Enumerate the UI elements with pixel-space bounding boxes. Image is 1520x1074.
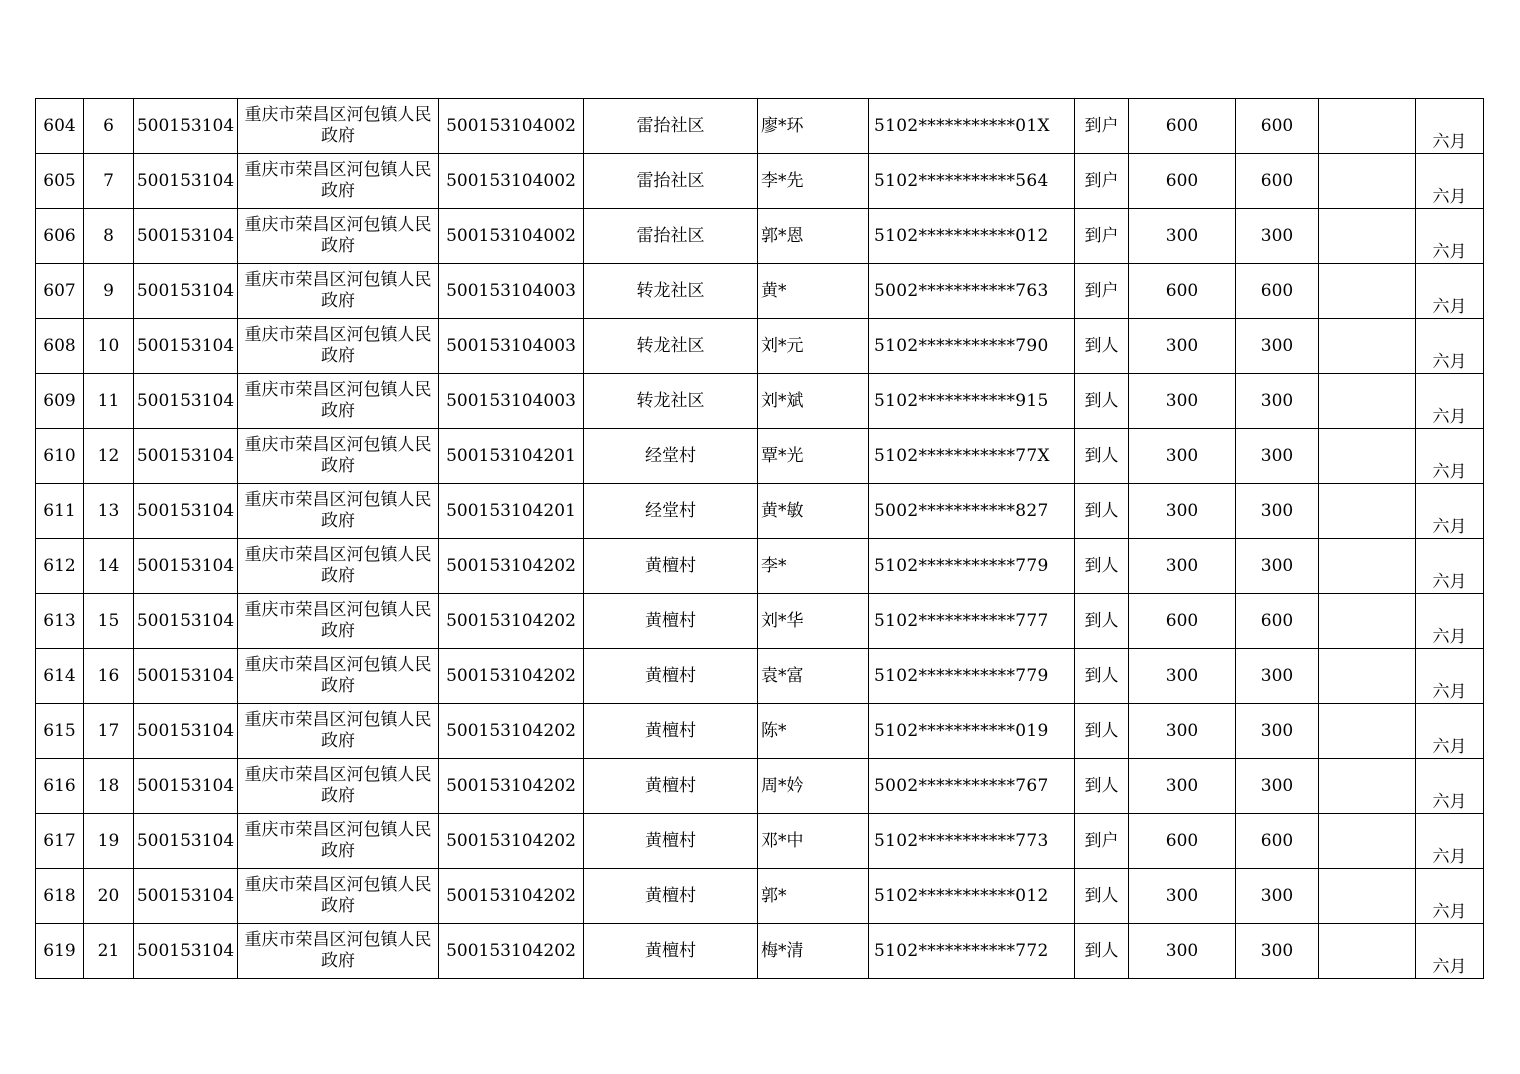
cell-target-type: 到户 — [1075, 154, 1129, 209]
cell-area-name: 雷抬社区 — [584, 209, 758, 264]
table-row — [36, 429, 1484, 484]
cell-org-code: 500153104 — [134, 264, 238, 319]
cell-amount: 300 — [1129, 649, 1236, 704]
cell-note — [1319, 869, 1416, 924]
cell-note — [1319, 924, 1416, 979]
cell-org-name: 重庆市荣昌区河包镇人民政府 — [238, 484, 439, 539]
cell-org-code: 500153104 — [134, 429, 238, 484]
cell-org-code: 500153104 — [134, 154, 238, 209]
table-row — [36, 99, 1484, 154]
cell-target-type: 到人 — [1075, 759, 1129, 814]
cell-month: 六月 — [1416, 539, 1484, 594]
cell-note — [1319, 484, 1416, 539]
cell-area-code: 500153104003 — [439, 319, 584, 374]
cell-area-name: 雷抬社区 — [584, 154, 758, 209]
cell-org-code: 500153104 — [134, 704, 238, 759]
cell-area-name: 经堂村 — [584, 484, 758, 539]
cell-org-code: 500153104 — [134, 759, 238, 814]
cell-amount: 600 — [1129, 264, 1236, 319]
cell-person-name: 黄*敏 — [758, 484, 869, 539]
cell-row-number: 615 — [36, 704, 84, 759]
cell-target-type: 到户 — [1075, 264, 1129, 319]
cell-amount: 300 — [1129, 869, 1236, 924]
cell-area-code: 500153104202 — [439, 704, 584, 759]
cell-org-name: 重庆市荣昌区河包镇人民政府 — [238, 814, 439, 869]
cell-row-number: 606 — [36, 209, 84, 264]
cell-org-name: 重庆市荣昌区河包镇人民政府 — [238, 209, 439, 264]
cell-amount-paid: 300 — [1236, 429, 1319, 484]
cell-month: 六月 — [1416, 429, 1484, 484]
cell-sequence: 17 — [84, 704, 134, 759]
cell-org-code: 500153104 — [134, 99, 238, 154]
cell-target-type: 到户 — [1075, 209, 1129, 264]
cell-month: 六月 — [1416, 594, 1484, 649]
cell-area-code: 500153104002 — [439, 154, 584, 209]
cell-org-name: 重庆市荣昌区河包镇人民政府 — [238, 759, 439, 814]
cell-area-name: 转龙社区 — [584, 374, 758, 429]
cell-area-name: 黄檀村 — [584, 924, 758, 979]
cell-id-number: 5102***********019 — [869, 704, 1075, 759]
cell-amount-paid: 300 — [1236, 539, 1319, 594]
cell-row-number: 618 — [36, 869, 84, 924]
cell-note — [1319, 154, 1416, 209]
table-row — [36, 209, 1484, 264]
cell-org-name: 重庆市荣昌区河包镇人民政府 — [238, 924, 439, 979]
cell-person-name: 邓*中 — [758, 814, 869, 869]
cell-area-code: 500153104202 — [439, 539, 584, 594]
cell-month: 六月 — [1416, 924, 1484, 979]
table-row — [36, 704, 1484, 759]
cell-area-code: 500153104202 — [439, 869, 584, 924]
cell-amount-paid: 300 — [1236, 704, 1319, 759]
cell-amount-paid: 300 — [1236, 649, 1319, 704]
cell-area-code: 500153104202 — [439, 649, 584, 704]
cell-area-code: 500153104003 — [439, 374, 584, 429]
cell-org-code: 500153104 — [134, 649, 238, 704]
cell-org-name: 重庆市荣昌区河包镇人民政府 — [238, 429, 439, 484]
cell-id-number: 5002***********827 — [869, 484, 1075, 539]
cell-amount-paid: 300 — [1236, 924, 1319, 979]
cell-id-number: 5002***********763 — [869, 264, 1075, 319]
cell-org-name: 重庆市荣昌区河包镇人民政府 — [238, 319, 439, 374]
cell-target-type: 到人 — [1075, 539, 1129, 594]
cell-sequence: 20 — [84, 869, 134, 924]
cell-person-name: 覃*光 — [758, 429, 869, 484]
cell-month: 六月 — [1416, 814, 1484, 869]
cell-target-type: 到人 — [1075, 374, 1129, 429]
cell-id-number: 5102***********772 — [869, 924, 1075, 979]
cell-area-name: 黄檀村 — [584, 759, 758, 814]
cell-target-type: 到人 — [1075, 704, 1129, 759]
cell-person-name: 刘*元 — [758, 319, 869, 374]
table-row — [36, 319, 1484, 374]
cell-person-name: 李*先 — [758, 154, 869, 209]
cell-note — [1319, 264, 1416, 319]
cell-row-number: 614 — [36, 649, 84, 704]
cell-row-number: 605 — [36, 154, 84, 209]
cell-amount-paid: 300 — [1236, 759, 1319, 814]
cell-person-name: 刘*斌 — [758, 374, 869, 429]
cell-sequence: 8 — [84, 209, 134, 264]
cell-month: 六月 — [1416, 869, 1484, 924]
cell-target-type: 到人 — [1075, 649, 1129, 704]
cell-target-type: 到人 — [1075, 924, 1129, 979]
cell-person-name: 周*妗 — [758, 759, 869, 814]
cell-month: 六月 — [1416, 264, 1484, 319]
table-row — [36, 924, 1484, 979]
cell-person-name: 郭* — [758, 869, 869, 924]
cell-area-name: 黄檀村 — [584, 814, 758, 869]
cell-amount: 300 — [1129, 539, 1236, 594]
cell-person-name: 袁*富 — [758, 649, 869, 704]
cell-org-code: 500153104 — [134, 209, 238, 264]
cell-note — [1319, 374, 1416, 429]
cell-amount-paid: 600 — [1236, 264, 1319, 319]
cell-sequence: 14 — [84, 539, 134, 594]
cell-area-code: 500153104201 — [439, 429, 584, 484]
cell-id-number: 5102***********790 — [869, 319, 1075, 374]
table-body — [36, 99, 1484, 979]
table-row — [36, 154, 1484, 209]
cell-sequence: 18 — [84, 759, 134, 814]
cell-org-code: 500153104 — [134, 374, 238, 429]
cell-area-name: 雷抬社区 — [584, 99, 758, 154]
cell-note — [1319, 649, 1416, 704]
cell-sequence: 19 — [84, 814, 134, 869]
cell-id-number: 5102***********915 — [869, 374, 1075, 429]
cell-org-name: 重庆市荣昌区河包镇人民政府 — [238, 539, 439, 594]
cell-area-name: 黄檀村 — [584, 594, 758, 649]
cell-row-number: 613 — [36, 594, 84, 649]
table-row — [36, 594, 1484, 649]
cell-person-name: 黄* — [758, 264, 869, 319]
table-row — [36, 539, 1484, 594]
cell-amount: 600 — [1129, 594, 1236, 649]
cell-amount: 300 — [1129, 209, 1236, 264]
cell-row-number: 609 — [36, 374, 84, 429]
cell-id-number: 5102***********779 — [869, 649, 1075, 704]
cell-area-code: 500153104202 — [439, 924, 584, 979]
cell-sequence: 11 — [84, 374, 134, 429]
cell-sequence: 7 — [84, 154, 134, 209]
cell-area-code: 500153104202 — [439, 814, 584, 869]
cell-id-number: 5102***********01X — [869, 99, 1075, 154]
cell-area-code: 500153104201 — [439, 484, 584, 539]
cell-person-name: 李* — [758, 539, 869, 594]
cell-amount-paid: 300 — [1236, 374, 1319, 429]
cell-amount: 600 — [1129, 814, 1236, 869]
cell-note — [1319, 704, 1416, 759]
cell-month: 六月 — [1416, 209, 1484, 264]
cell-org-code: 500153104 — [134, 319, 238, 374]
cell-area-name: 黄檀村 — [584, 704, 758, 759]
cell-sequence: 6 — [84, 99, 134, 154]
cell-org-name: 重庆市荣昌区河包镇人民政府 — [238, 374, 439, 429]
table-row — [36, 814, 1484, 869]
cell-sequence: 13 — [84, 484, 134, 539]
cell-id-number: 5102***********564 — [869, 154, 1075, 209]
table-row — [36, 374, 1484, 429]
cell-note — [1319, 594, 1416, 649]
cell-org-name: 重庆市荣昌区河包镇人民政府 — [238, 649, 439, 704]
cell-area-name: 黄檀村 — [584, 649, 758, 704]
cell-row-number: 612 — [36, 539, 84, 594]
cell-note — [1319, 759, 1416, 814]
cell-org-name: 重庆市荣昌区河包镇人民政府 — [238, 99, 439, 154]
cell-area-name: 黄檀村 — [584, 539, 758, 594]
cell-person-name: 梅*清 — [758, 924, 869, 979]
cell-sequence: 15 — [84, 594, 134, 649]
cell-amount: 300 — [1129, 319, 1236, 374]
cell-area-code: 500153104202 — [439, 594, 584, 649]
table-row — [36, 264, 1484, 319]
cell-org-name: 重庆市荣昌区河包镇人民政府 — [238, 594, 439, 649]
cell-person-name: 郭*恩 — [758, 209, 869, 264]
cell-org-name: 重庆市荣昌区河包镇人民政府 — [238, 869, 439, 924]
cell-sequence: 9 — [84, 264, 134, 319]
cell-area-name: 黄檀村 — [584, 869, 758, 924]
cell-row-number: 617 — [36, 814, 84, 869]
cell-amount: 300 — [1129, 924, 1236, 979]
table-row — [36, 759, 1484, 814]
cell-org-code: 500153104 — [134, 924, 238, 979]
cell-area-name: 经堂村 — [584, 429, 758, 484]
cell-note — [1319, 814, 1416, 869]
cell-id-number: 5102***********779 — [869, 539, 1075, 594]
cell-note — [1319, 429, 1416, 484]
cell-amount: 300 — [1129, 704, 1236, 759]
cell-person-name: 廖*环 — [758, 99, 869, 154]
cell-person-name: 陈* — [758, 704, 869, 759]
cell-org-code: 500153104 — [134, 594, 238, 649]
cell-month: 六月 — [1416, 704, 1484, 759]
cell-month: 六月 — [1416, 319, 1484, 374]
cell-month: 六月 — [1416, 99, 1484, 154]
cell-row-number: 619 — [36, 924, 84, 979]
record-table — [35, 98, 1484, 979]
cell-sequence: 16 — [84, 649, 134, 704]
cell-id-number: 5102***********777 — [869, 594, 1075, 649]
cell-area-code: 500153104003 — [439, 264, 584, 319]
cell-target-type: 到户 — [1075, 814, 1129, 869]
cell-id-number: 5102***********012 — [869, 209, 1075, 264]
cell-sequence: 21 — [84, 924, 134, 979]
cell-amount-paid: 600 — [1236, 594, 1319, 649]
cell-id-number: 5102***********012 — [869, 869, 1075, 924]
cell-area-name: 转龙社区 — [584, 264, 758, 319]
cell-id-number: 5102***********77X — [869, 429, 1075, 484]
cell-row-number: 608 — [36, 319, 84, 374]
cell-row-number: 610 — [36, 429, 84, 484]
cell-sequence: 12 — [84, 429, 134, 484]
cell-org-code: 500153104 — [134, 539, 238, 594]
cell-sequence: 10 — [84, 319, 134, 374]
cell-person-name: 刘*华 — [758, 594, 869, 649]
cell-target-type: 到人 — [1075, 594, 1129, 649]
cell-month: 六月 — [1416, 649, 1484, 704]
cell-org-name: 重庆市荣昌区河包镇人民政府 — [238, 154, 439, 209]
cell-month: 六月 — [1416, 484, 1484, 539]
cell-amount-paid: 600 — [1236, 814, 1319, 869]
cell-id-number: 5002***********767 — [869, 759, 1075, 814]
cell-area-code: 500153104002 — [439, 209, 584, 264]
cell-amount-paid: 600 — [1236, 99, 1319, 154]
cell-month: 六月 — [1416, 154, 1484, 209]
cell-amount-paid: 300 — [1236, 869, 1319, 924]
table-row — [36, 869, 1484, 924]
cell-org-code: 500153104 — [134, 869, 238, 924]
cell-month: 六月 — [1416, 374, 1484, 429]
cell-target-type: 到户 — [1075, 99, 1129, 154]
cell-amount: 600 — [1129, 99, 1236, 154]
cell-amount: 300 — [1129, 429, 1236, 484]
cell-area-name: 转龙社区 — [584, 319, 758, 374]
cell-note — [1319, 209, 1416, 264]
cell-org-name: 重庆市荣昌区河包镇人民政府 — [238, 704, 439, 759]
table-row — [36, 649, 1484, 704]
cell-row-number: 607 — [36, 264, 84, 319]
cell-target-type: 到人 — [1075, 429, 1129, 484]
cell-row-number: 604 — [36, 99, 84, 154]
cell-note — [1319, 319, 1416, 374]
cell-amount-paid: 300 — [1236, 484, 1319, 539]
cell-area-code: 500153104202 — [439, 759, 584, 814]
cell-amount-paid: 300 — [1236, 319, 1319, 374]
cell-note — [1319, 99, 1416, 154]
cell-month: 六月 — [1416, 759, 1484, 814]
cell-org-code: 500153104 — [134, 814, 238, 869]
cell-amount-paid: 300 — [1236, 209, 1319, 264]
cell-amount-paid: 600 — [1236, 154, 1319, 209]
cell-org-name: 重庆市荣昌区河包镇人民政府 — [238, 264, 439, 319]
cell-target-type: 到人 — [1075, 319, 1129, 374]
cell-row-number: 616 — [36, 759, 84, 814]
cell-row-number: 611 — [36, 484, 84, 539]
cell-area-code: 500153104002 — [439, 99, 584, 154]
cell-note — [1319, 539, 1416, 594]
cell-target-type: 到人 — [1075, 869, 1129, 924]
cell-id-number: 5102***********773 — [869, 814, 1075, 869]
cell-amount: 300 — [1129, 374, 1236, 429]
cell-org-code: 500153104 — [134, 484, 238, 539]
cell-target-type: 到人 — [1075, 484, 1129, 539]
cell-amount: 300 — [1129, 759, 1236, 814]
table-row — [36, 484, 1484, 539]
cell-amount: 600 — [1129, 154, 1236, 209]
cell-amount: 300 — [1129, 484, 1236, 539]
